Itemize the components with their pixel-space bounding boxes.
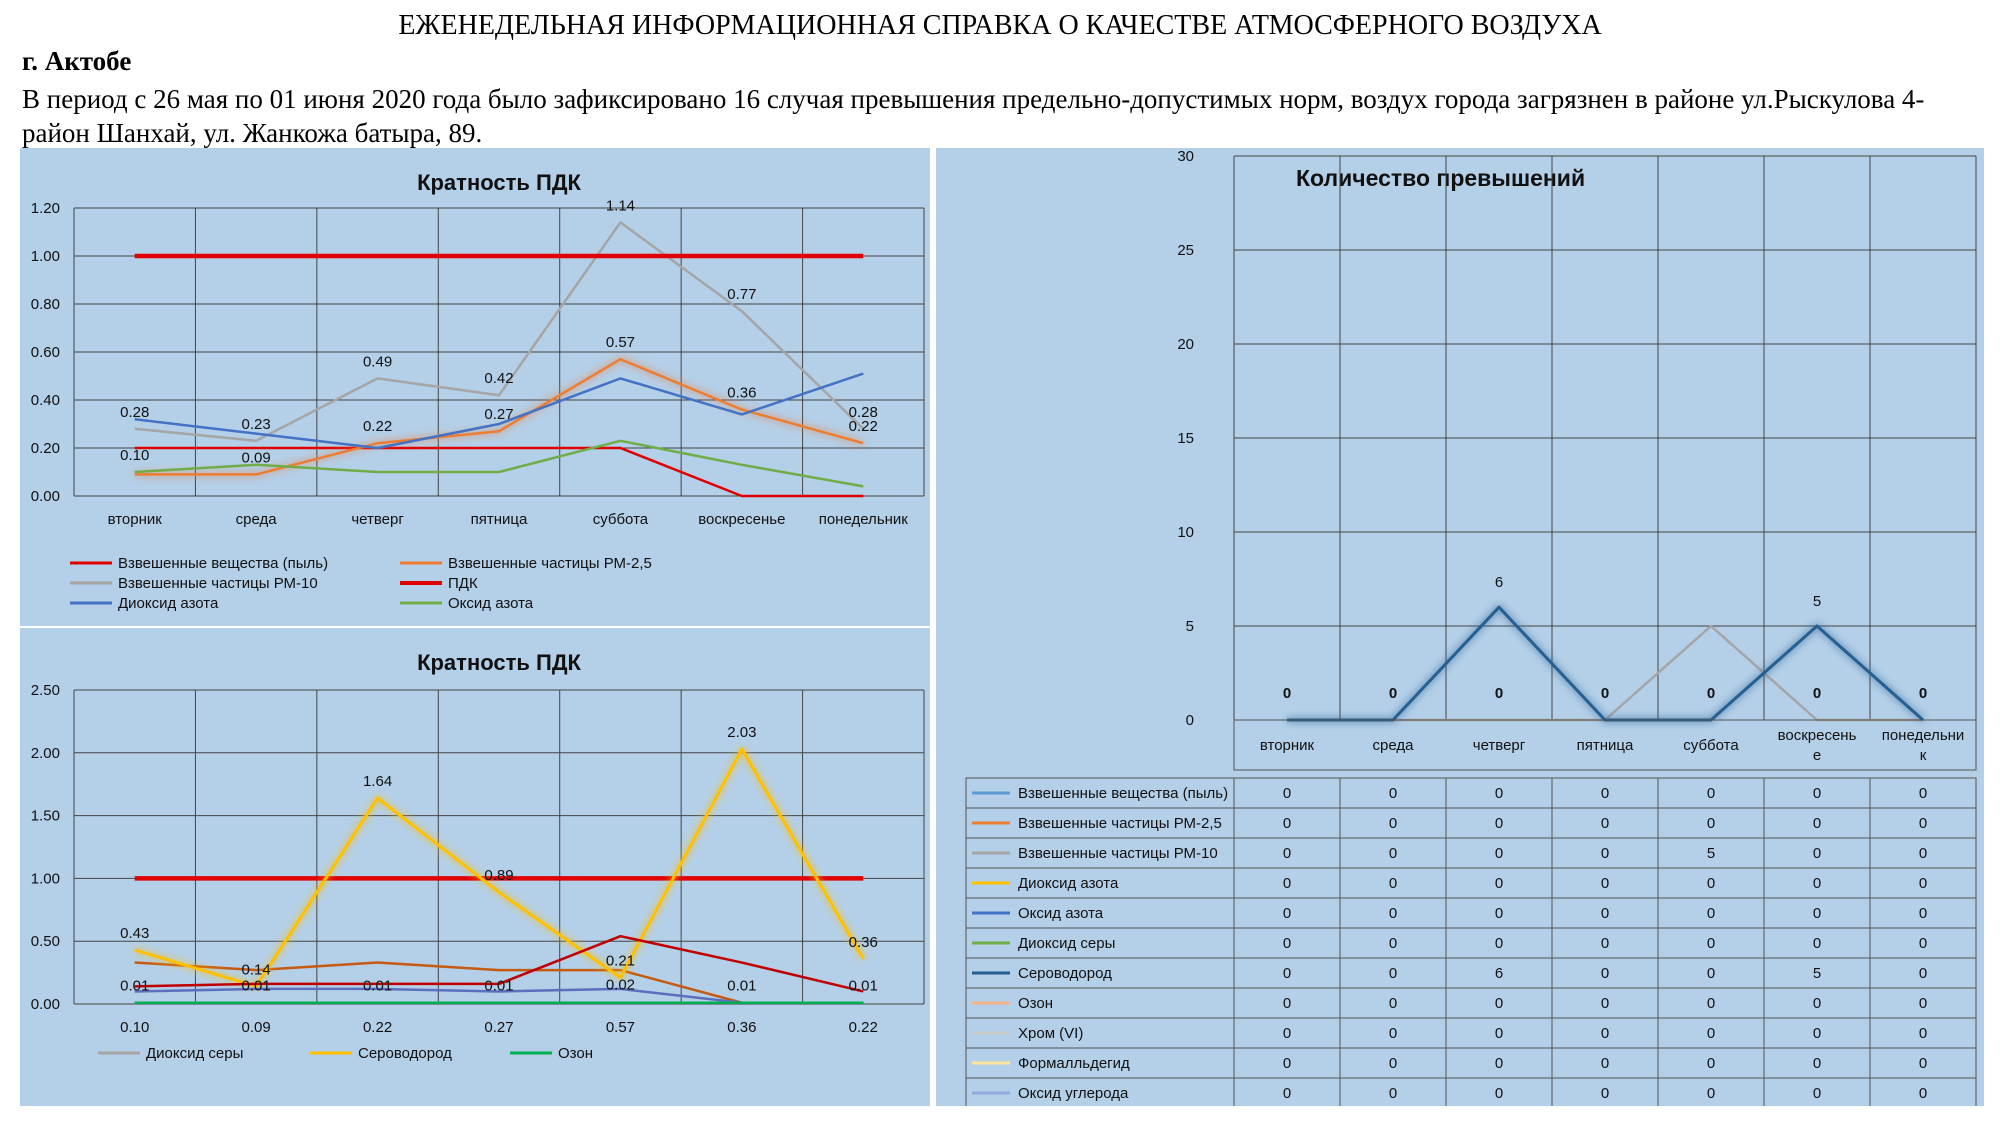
- series-line-сероводород: [1287, 607, 1923, 720]
- data-label: 0.22: [362, 418, 393, 436]
- table-cell: 0: [1812, 1025, 1822, 1042]
- table-cell: 0: [1494, 875, 1504, 892]
- table-cell: 0: [1282, 965, 1292, 982]
- table-row-label: Хром (VI): [1018, 1025, 1084, 1042]
- y-tick-label: 5: [1185, 618, 1194, 635]
- table-cell: 0: [1706, 995, 1716, 1012]
- table-cell: 0: [1282, 905, 1292, 922]
- table-row: [966, 958, 1976, 988]
- table-cell: 0: [1600, 785, 1610, 802]
- table-cell: 0: [1812, 1085, 1822, 1102]
- data-label: 2.03: [727, 724, 757, 742]
- data-label: 0: [1918, 685, 1928, 702]
- table-cell: 0: [1388, 995, 1398, 1012]
- table-col-header: вторник: [1259, 737, 1315, 754]
- table-cell: 0: [1600, 935, 1610, 952]
- x-tick-label: понедельник: [818, 511, 908, 528]
- chart-title: Кратность ПДК: [417, 650, 581, 675]
- legend-label: Диоксид серы: [146, 1045, 244, 1062]
- table-row-label: Взвешенные вещества (пыль): [1018, 785, 1229, 802]
- y-tick-label: 0.80: [30, 296, 60, 313]
- data-label: 1.64: [362, 773, 393, 791]
- table-cell: 0: [1282, 815, 1292, 832]
- table-cell: 0: [1282, 1055, 1292, 1072]
- x-tick-label: вторник: [107, 511, 162, 528]
- table-row: [966, 988, 1976, 1018]
- table-cell: 0: [1918, 1025, 1928, 1042]
- table-row-label: Оксид азота: [1018, 905, 1104, 922]
- table-cell: 0: [1706, 785, 1716, 802]
- table-cell: 0: [1282, 875, 1292, 892]
- x-tick-label: 0.27: [484, 1019, 514, 1036]
- table-cell: 0: [1388, 1085, 1398, 1102]
- table-cell: 0: [1812, 995, 1822, 1012]
- table-cell: 0: [1494, 1025, 1504, 1042]
- table-row: [966, 898, 1976, 928]
- table-row: [966, 1018, 1976, 1048]
- table-cell: 0: [1918, 875, 1928, 892]
- table-cell: 0: [1388, 1055, 1398, 1072]
- data-label: 0: [1600, 685, 1610, 702]
- legend-label: Взвешенные вещества (пыль): [118, 555, 329, 572]
- table-cell: 0: [1282, 995, 1292, 1012]
- data-label: 0.01: [241, 977, 271, 995]
- y-tick-label: 10: [1177, 524, 1194, 541]
- table-cell: 0: [1494, 1085, 1504, 1102]
- chart2-panel: [20, 628, 930, 1106]
- y-tick-label: 15: [1177, 430, 1194, 447]
- table-cell: 0: [1494, 995, 1504, 1012]
- y-tick-label: 20: [1177, 336, 1194, 353]
- data-label: 0.01: [362, 977, 393, 995]
- table-row-label: Озон: [1018, 995, 1054, 1012]
- data-label: 0.36: [727, 384, 757, 402]
- data-label: 0.01: [727, 977, 757, 995]
- table-cell: 0: [1600, 905, 1610, 922]
- x-tick-label: четверг: [351, 511, 404, 528]
- legend-label: Диоксид азота: [118, 595, 219, 612]
- y-tick-label: 0.20: [30, 440, 60, 457]
- data-label: 0.23: [241, 415, 271, 433]
- summary-text: В период с 26 мая по 01 июня 2020 года было зафиксировано 16 случая превышения предельно-допустимых норм, воздух города загрязнен в районе ул.Рыскулова 4-район Шанхай, ул. Жанкожа батыра, 89.: [22, 84, 1925, 148]
- data-label: 0: [1812, 685, 1822, 702]
- table-cell: 0: [1282, 1085, 1292, 1102]
- data-label: 5: [1812, 593, 1822, 610]
- table-cell: 0: [1388, 845, 1398, 862]
- table-cell: 0: [1706, 875, 1716, 892]
- chart2-svg: [20, 628, 930, 1106]
- legend-label: Оксид азота: [448, 595, 534, 612]
- data-label: 0.02: [605, 976, 636, 994]
- x-tick-label: среда: [235, 511, 277, 528]
- table-cell: 0: [1600, 1025, 1610, 1042]
- x-tick-label: пятница: [470, 511, 528, 528]
- table-col-header: пятница: [1576, 737, 1634, 754]
- y-tick-label: 1.50: [30, 807, 60, 825]
- data-label: 0: [1494, 685, 1504, 702]
- table-cell: 5: [1812, 965, 1822, 982]
- table-row-label: Формалльдегид: [1018, 1055, 1130, 1072]
- table-cell: 5: [1706, 845, 1716, 862]
- city-name: г. Актобе: [22, 46, 132, 76]
- y-tick-label: 0.00: [30, 996, 60, 1013]
- table-cell: 0: [1918, 785, 1928, 802]
- data-label: 0.43: [120, 924, 150, 942]
- y-tick-label: 2.50: [30, 682, 60, 699]
- y-tick-label: 1.00: [30, 248, 60, 265]
- table-cell: 0: [1388, 1025, 1398, 1042]
- table-cell: 0: [1600, 1055, 1610, 1072]
- data-label: 1.14: [605, 197, 636, 215]
- data-label: 0.14: [241, 961, 271, 979]
- table-cell: 0: [1494, 935, 1504, 952]
- table-cell: 0: [1600, 815, 1610, 832]
- data-label: 0: [1282, 685, 1292, 702]
- y-tick-label: 1.00: [30, 870, 60, 888]
- x-tick-label: 0.22: [362, 1019, 393, 1036]
- table-cell: 0: [1282, 935, 1292, 952]
- data-label: 0.57: [605, 334, 636, 352]
- table-row-label: Сероводород: [1018, 965, 1112, 982]
- data-label: 0.01: [848, 977, 878, 995]
- y-tick-label: 1.20: [30, 200, 60, 217]
- legend-label: Сероводород: [358, 1045, 452, 1062]
- y-tick-label: 0.40: [30, 392, 60, 409]
- legend-label: Озон: [558, 1045, 594, 1062]
- x-tick-label: 0.22: [848, 1019, 878, 1036]
- table-cell: 0: [1706, 1055, 1716, 1072]
- page-title: ЕЖЕНЕДЕЛЬНАЯ ИНФОРМАЦИОННАЯ СПРАВКА О КАЧЕСТВЕ АТМОСФЕРНОГО ВОЗДУХА: [398, 10, 1602, 41]
- table-cell: 0: [1388, 875, 1398, 892]
- table-cell: 0: [1918, 965, 1928, 982]
- table-col-header: воскресень е: [1777, 727, 1857, 764]
- y-tick-label: 0.00: [30, 488, 60, 505]
- table-cell: 0: [1918, 935, 1928, 952]
- table-cell: 0: [1388, 905, 1398, 922]
- table-cell: 0: [1812, 905, 1822, 922]
- data-label: 0.36: [848, 933, 878, 951]
- data-label: 0.10: [120, 447, 150, 464]
- table-cell: 0: [1706, 935, 1716, 952]
- legend-label: Взвешенные частицы РМ-2,5: [448, 555, 652, 572]
- table-col-header: четверг: [1472, 737, 1526, 754]
- table-cell: 0: [1918, 995, 1928, 1012]
- table-cell: 0: [1388, 935, 1398, 952]
- data-label: 0.28: [848, 403, 878, 421]
- x-tick-label: суббота: [592, 511, 649, 528]
- table-cell: 0: [1812, 845, 1822, 862]
- series-line-взвешенные-частицы-рм-10: [1287, 626, 1923, 720]
- y-tick-label: 30: [1177, 148, 1194, 165]
- y-tick-label: 25: [1177, 242, 1194, 259]
- data-label: 0.77: [727, 286, 757, 304]
- y-tick-label: 0.60: [30, 344, 60, 361]
- table-row-label: Оксид углерода: [1018, 1085, 1129, 1102]
- table-row-label: Диоксид азота: [1018, 875, 1119, 892]
- y-tick-label: 0.50: [30, 933, 60, 951]
- y-tick-label: 0: [1185, 712, 1194, 729]
- table-cell: 0: [1600, 875, 1610, 892]
- table-cell: 0: [1706, 965, 1716, 982]
- table-row: [966, 928, 1976, 958]
- table-cell: 0: [1494, 1055, 1504, 1072]
- table-cell: 0: [1812, 875, 1822, 892]
- table-cell: 0: [1812, 935, 1822, 952]
- table-cell: 0: [1388, 785, 1398, 802]
- table-row-label: Взвешенные частицы РМ-2,5: [1018, 815, 1222, 832]
- table-cell: 0: [1706, 905, 1716, 922]
- y-tick-label: 2.00: [30, 744, 60, 762]
- x-tick-label: 0.57: [605, 1019, 636, 1036]
- data-label: 0.01: [120, 977, 150, 995]
- table-cell: 0: [1282, 1025, 1292, 1042]
- data-label: 0.28: [120, 403, 150, 421]
- table-cell: 0: [1812, 785, 1822, 802]
- x-tick-label: воскресенье: [698, 511, 786, 528]
- table-cell: 0: [1494, 845, 1504, 862]
- table-cell: 0: [1918, 815, 1928, 832]
- data-label: 0.01: [484, 977, 514, 995]
- table-cell: 0: [1494, 815, 1504, 832]
- table-cell: 0: [1600, 845, 1610, 862]
- data-label: 0.21: [605, 952, 636, 970]
- table-cell: 0: [1918, 905, 1928, 922]
- table-col-header: понедельни к: [1881, 727, 1965, 764]
- data-label: 0: [1388, 685, 1398, 702]
- chart3-svg: [936, 148, 1984, 1106]
- chart-title: Количество превышений: [1296, 165, 1586, 191]
- table-cell: 0: [1918, 1055, 1928, 1072]
- table-cell: 0: [1600, 995, 1610, 1012]
- data-label: 0.09: [241, 449, 271, 467]
- table-cell: 0: [1388, 965, 1398, 982]
- table-cell: 0: [1282, 785, 1292, 802]
- table-cell: 0: [1812, 1055, 1822, 1072]
- data-label: 6: [1494, 574, 1504, 592]
- table-row-label: Взвешенные частицы РМ-10: [1018, 845, 1218, 862]
- table-cell: 0: [1600, 1085, 1610, 1102]
- data-label: 0.49: [362, 353, 393, 371]
- table-cell: 0: [1282, 845, 1292, 862]
- table-cell: 0: [1918, 845, 1928, 862]
- legend-label: Взвешенные частицы РМ-10: [118, 575, 318, 592]
- table-row-label: Диоксид серы: [1018, 935, 1116, 952]
- legend-label: ПДК: [448, 575, 478, 592]
- data-label: 0.22: [848, 418, 878, 436]
- chart1-svg: [20, 148, 930, 626]
- x-tick-label: 0.36: [727, 1019, 757, 1036]
- data-label: 0.42: [484, 370, 514, 388]
- table-cell: 0: [1706, 1085, 1716, 1102]
- x-tick-label: 0.09: [241, 1019, 271, 1036]
- table-cell: 0: [1812, 815, 1822, 832]
- table-cell: 6: [1494, 965, 1504, 982]
- table-cell: 0: [1918, 1085, 1928, 1102]
- chart1-panel: [20, 148, 930, 626]
- table-cell: 0: [1600, 965, 1610, 982]
- table-cell: 0: [1388, 815, 1398, 832]
- chart3-panel: [936, 148, 1984, 1106]
- x-tick-label: 0.10: [120, 1019, 150, 1036]
- data-label: 0.89: [484, 867, 514, 885]
- data-label: 0.27: [484, 406, 514, 424]
- data-label: 0: [1706, 685, 1716, 702]
- table-col-header: суббота: [1683, 737, 1739, 754]
- table-cell: 0: [1706, 815, 1716, 832]
- chart-title: Кратность ПДК: [417, 170, 581, 195]
- table-cell: 0: [1706, 1025, 1716, 1042]
- table-col-header: среда: [1372, 737, 1414, 754]
- table-cell: 0: [1494, 785, 1504, 802]
- table-cell: 0: [1494, 905, 1504, 922]
